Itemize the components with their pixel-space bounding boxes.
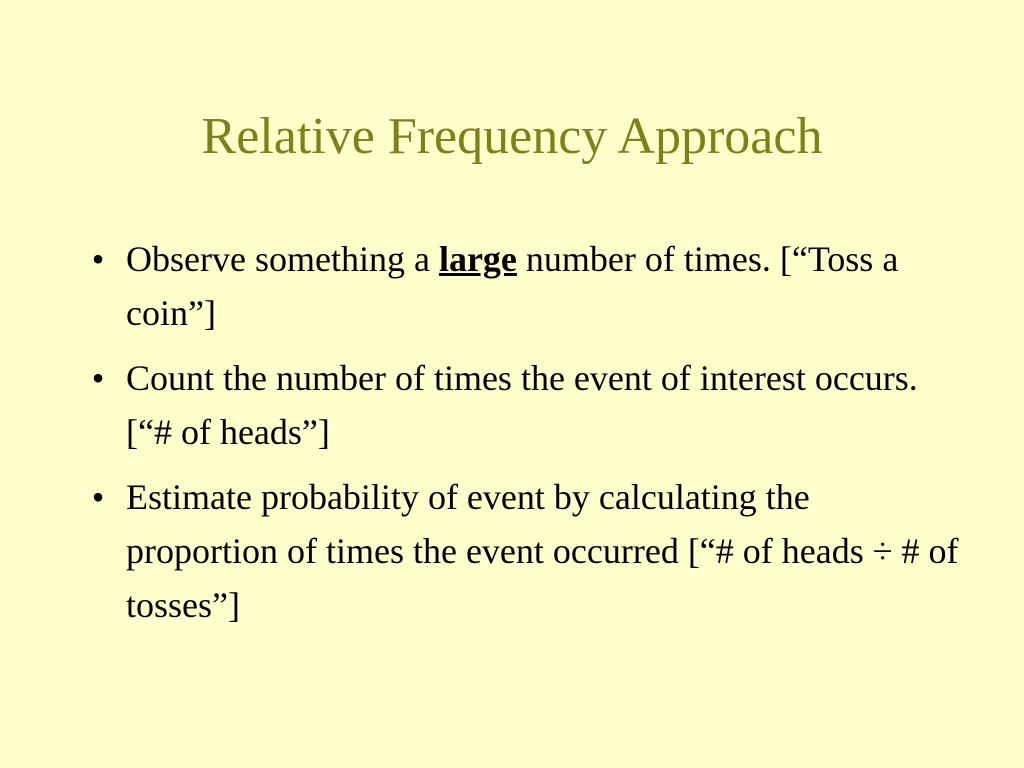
bullet-icon: • bbox=[91, 239, 105, 279]
bullet-list bbox=[82, 232, 962, 643]
bullet-icon: • bbox=[91, 477, 105, 517]
bullet-item bbox=[82, 232, 962, 340]
bullet-text-post: number of times. [“Toss a coin”] bbox=[126, 239, 899, 333]
bullet-text: Estimate probability of event by calculating the proportion of times the event occurred [“# of heads ÷ # of tosses”] bbox=[126, 477, 959, 625]
bullet-item bbox=[82, 470, 962, 632]
bullet-item bbox=[82, 351, 962, 459]
bullet-icon: • bbox=[91, 358, 105, 398]
bullet-text: Count the number of times the event of interest occurs. [“# of heads”] bbox=[126, 358, 918, 452]
slide-title: Relative Frequency Approach bbox=[201, 108, 823, 165]
bullet-emphasis: large bbox=[438, 239, 517, 279]
bullet-text-pre: Observe something a bbox=[126, 239, 439, 279]
